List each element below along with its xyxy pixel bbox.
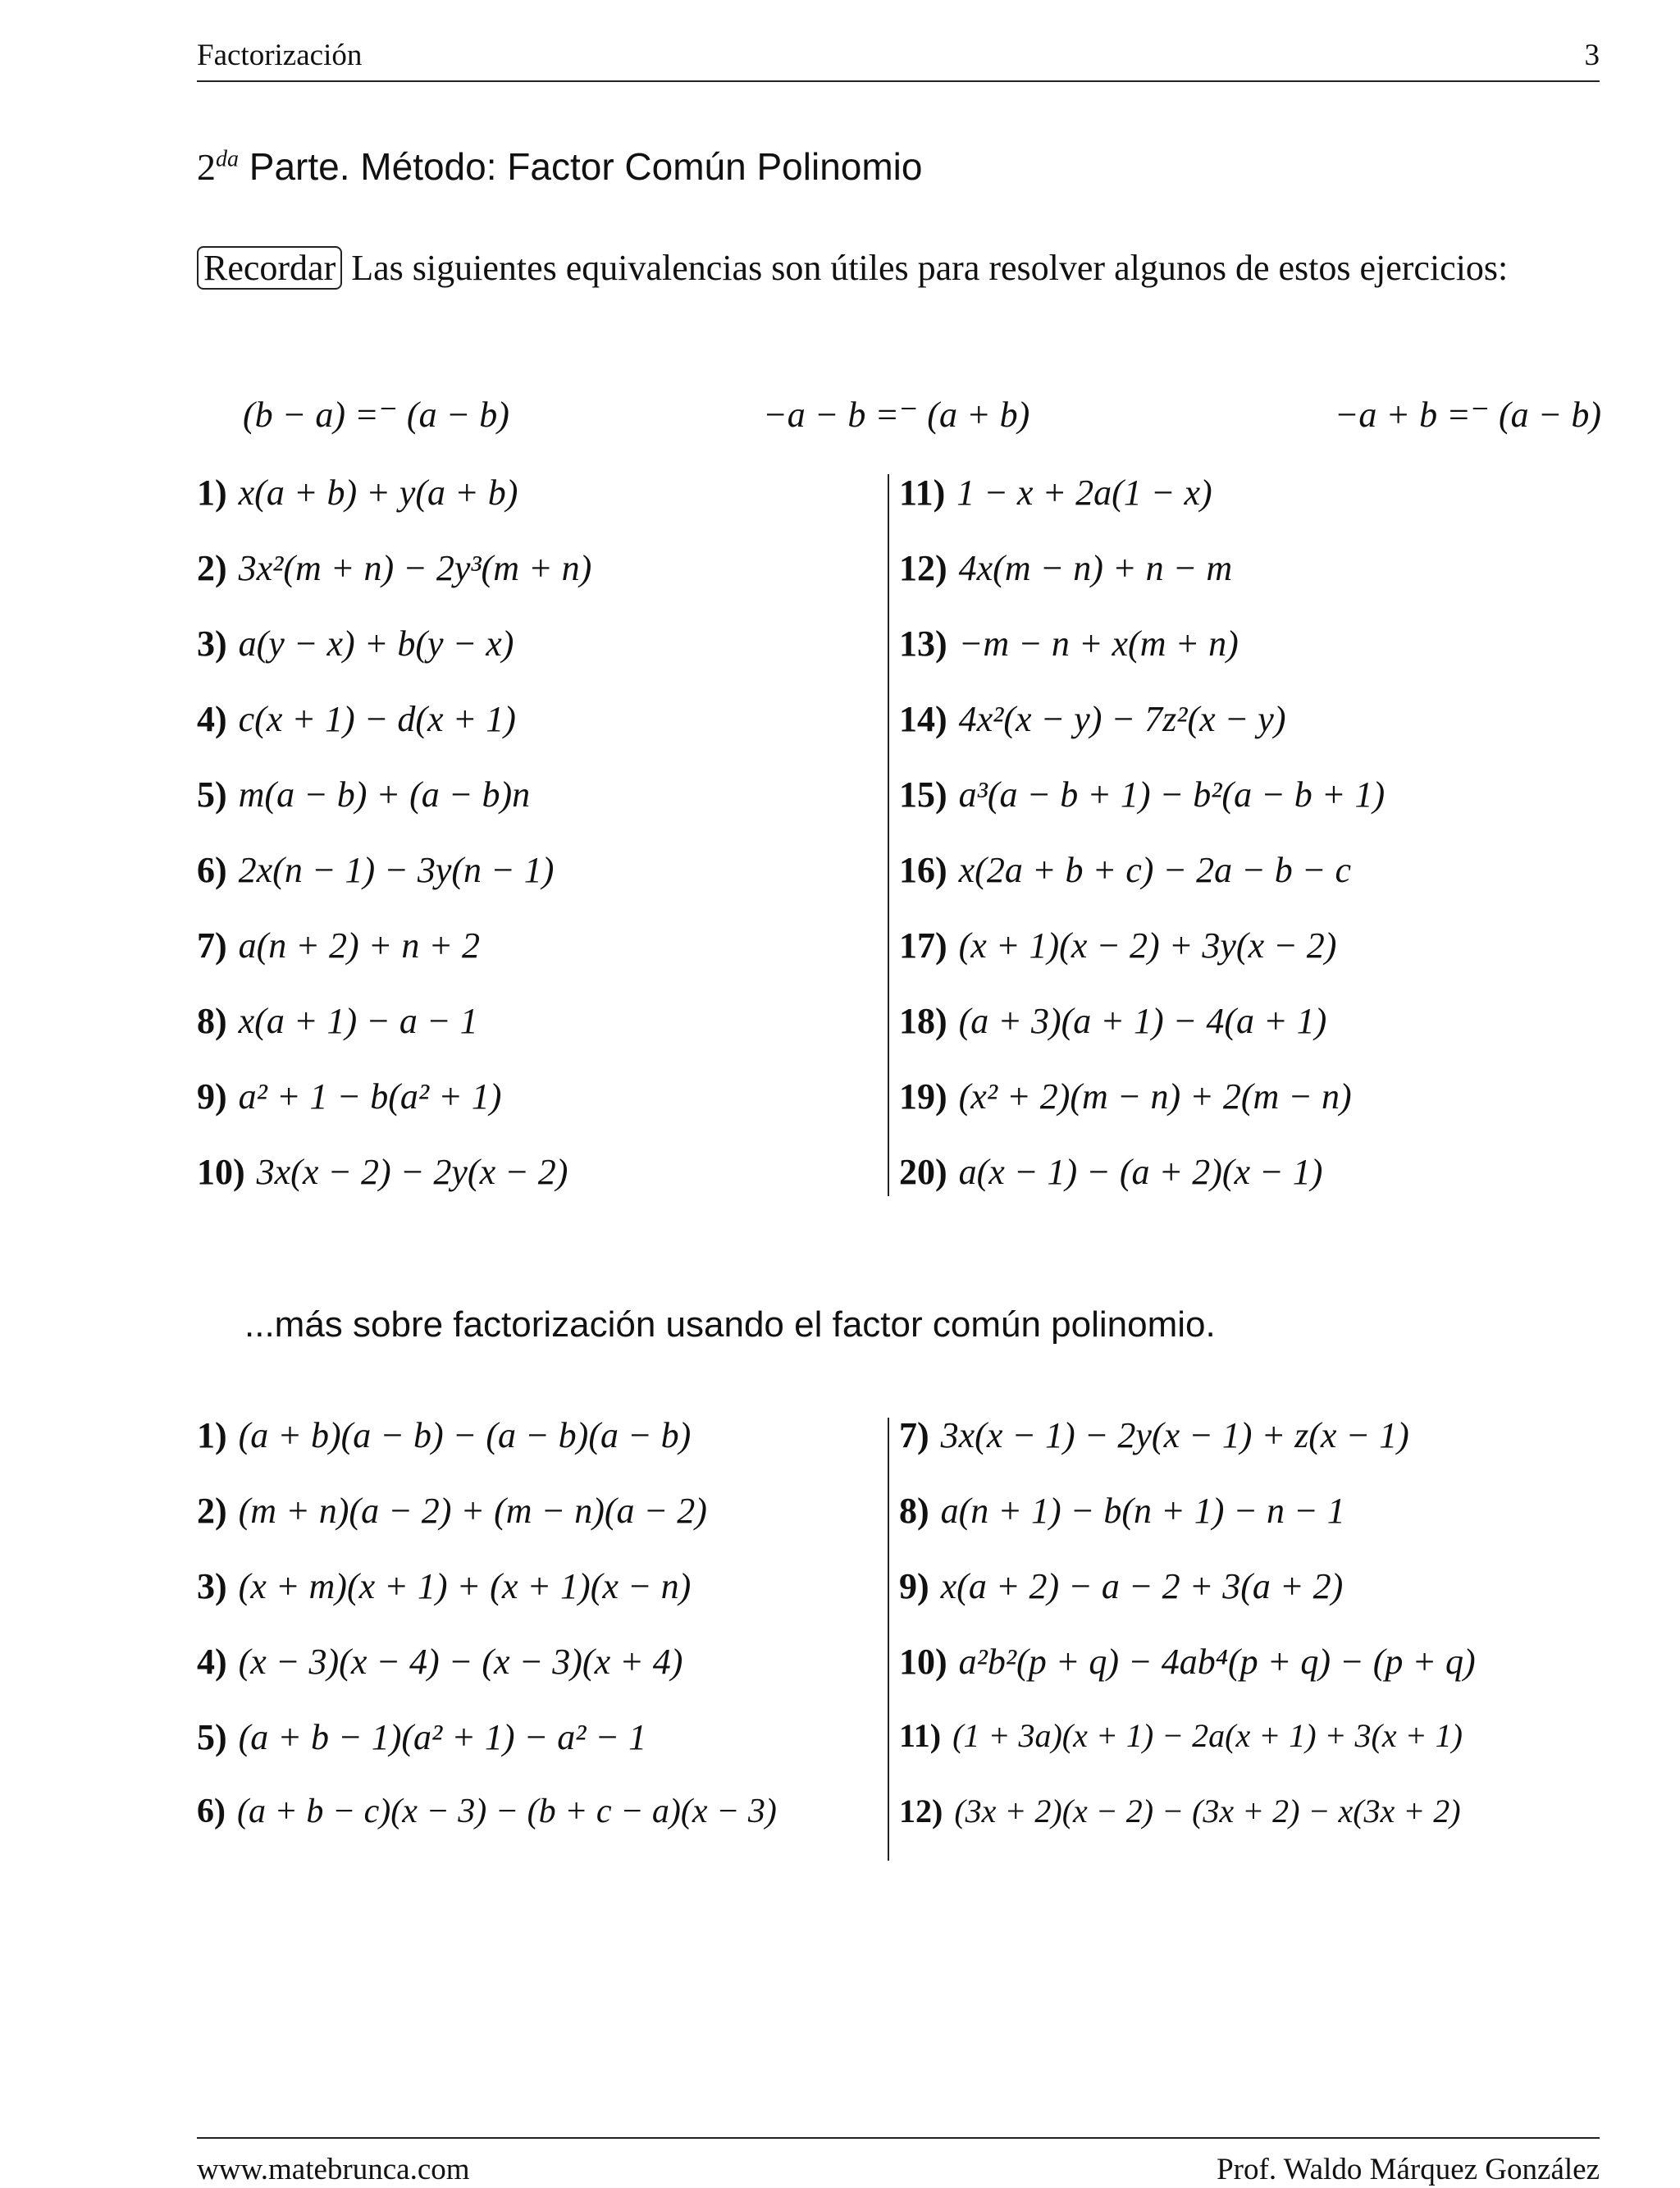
exercise-item: 5) (a + b − 1)(a² + 1) − a² − 1 [197,1717,647,1757]
exercise-item: 7) a(n + 2) + n + 2 [197,925,481,966]
intro-paragraph [197,243,1601,294]
equivalence-1: (b − a) =⁻ (a − b) [243,395,509,435]
exercise-item: 3) (x + m)(x + 1) + (x + 1)(x − n) [197,1566,692,1606]
section-ordinal: $2^{da}$ [197,146,239,188]
exercise-item: 10) a²b²(p + q) − 4ab⁴(p + q) − (p + q) [899,1642,1476,1682]
exercise-item: 1) x(a + b) + y(a + b) [197,473,518,513]
exercise-item: 18) (a + 3)(a + 1) − 4(a + 1) [899,1001,1327,1041]
exercise-item: 16) x(2a + b + c) − 2a − b − c [899,850,1352,890]
exercise-item: 9) x(a + 2) − a − 2 + 3(a + 2) [899,1566,1344,1606]
exercise-item: 10) 3x(x − 2) − 2y(x − 2) [197,1152,568,1192]
exercise-item: 14) 4x²(x − y) − 7z²(x − y) [899,699,1286,739]
page-number: 3 [1584,39,1600,72]
exercise-item: 12) 4x(m − n) + n − m [899,548,1233,588]
footer-website: www.matebrunca.com [197,2153,470,2186]
equivalence-3: −a + b =⁻ (a − b) [1334,395,1601,435]
exercise-item: 13) −m − n + x(m + n) [899,624,1239,664]
footer-author: Prof. Waldo Márquez González [1217,2153,1600,2186]
exercise-item: 8) a(n + 1) − b(n + 1) − n − 1 [899,1491,1345,1531]
exercise-item: 11) 1 − x + 2a(1 − x) [899,473,1212,513]
exercise-item: 17) (x + 1)(x − 2) + 3y(x − 2) [899,925,1337,966]
exercise-item: 5) m(a − b) + (a − b)n [197,774,531,815]
column-divider [888,1418,889,1861]
exercise-item: 6) 2x(n − 1) − 3y(n − 1) [197,850,555,890]
exercise-item: 2) (m + n)(a − 2) + (m − n)(a − 2) [197,1491,707,1531]
intro-text: Las siguientes equivalencias son útiles para resolver algunos de estos ejercicios: [351,248,1509,288]
section-title-text: Parte. Método: Factor Común Polinomio [249,145,923,188]
exercise-item: 7) 3x(x − 1) − 2y(x − 1) + z(x − 1) [899,1415,1409,1455]
recordar-tag: Recordar [197,246,342,290]
header-title: Factorización [197,39,363,72]
section-title [197,144,922,189]
section-subtitle: ...más sobre factorización usando el factor común polinomio. [244,1304,1216,1345]
equivalence-2: −a − b =⁻ (a + b) [763,395,1030,435]
exercise-item: 20) a(x − 1) − (a + 2)(x − 1) [899,1152,1323,1192]
exercise-item: 4) c(x + 1) − d(x + 1) [197,699,516,739]
exercise-item: 6) (a + b − c)(x − 3) − (b + c − a)(x − 3) [197,1793,777,1830]
exercise-item: 12) (3x + 2)(x − 2) − (3x + 2) − x(3x + 2) [899,1793,1461,1829]
page-header [197,38,1600,82]
exercise-item: 15) a³(a − b + 1) − b²(a − b + 1) [899,774,1386,815]
exercise-item: 4) (x − 3)(x − 4) − (x − 3)(x + 4) [197,1642,683,1682]
equivalences-row [197,394,1601,443]
page-footer [197,2137,1600,2188]
exercise-item: 8) x(a + 1) − a − 1 [197,1001,478,1041]
exercise-item: 9) a² + 1 − b(a² + 1) [197,1076,502,1117]
exercise-item: 3) a(y − x) + b(y − x) [197,624,514,664]
exercise-item: 11) (1 + 3a)(x + 1) − 2a(x + 1) + 3(x + 1) [899,1717,1463,1754]
exercise-item: 1) (a + b)(a − b) − (a − b)(a − b) [197,1415,692,1455]
column-divider [888,474,889,1196]
exercise-item: 19) (x² + 2)(m − n) + 2(m − n) [899,1076,1352,1117]
exercise-item: 2) 3x²(m + n) − 2y³(m + n) [197,548,592,588]
